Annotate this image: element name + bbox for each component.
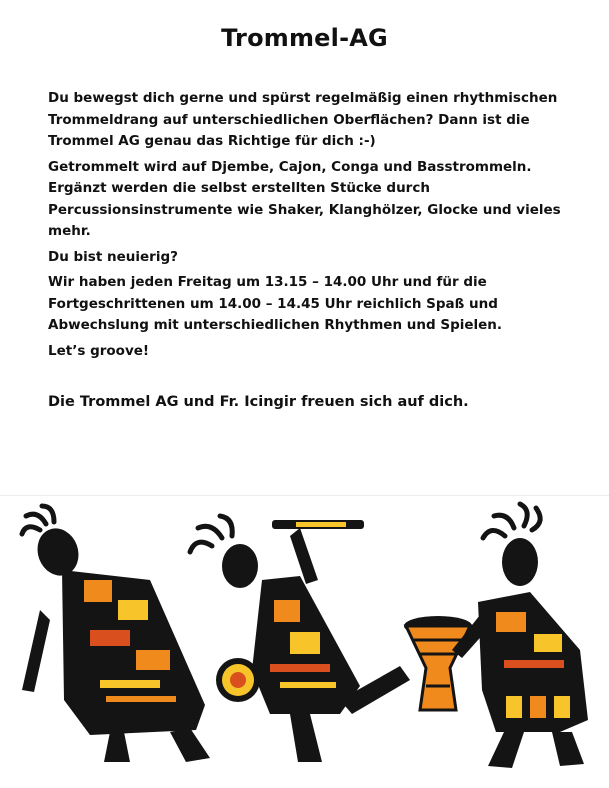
dancer-with-stick-figure [190, 516, 410, 762]
paragraph-groove: Let’s groove! [48, 342, 150, 359]
closing-greeting: Die Trommel AG und Fr. Icingir freuen sich auf dich. [48, 394, 469, 410]
paragraph-question: Du bist neuierig? [48, 248, 178, 265]
page-title: Trommel-AG [221, 24, 388, 52]
djembe-drum-icon [404, 616, 472, 710]
divider [0, 495, 609, 496]
paragraph-instruments: Getrommelt wird auf Djembe, Cajon, Conga und Basstrommeln. Ergänzt werden die selbst erstellten Stücke durch Percussionsinstrumente wie Shaker, Klanghölzer, Glocke und vieles mehr. [48, 158, 561, 239]
paragraph-intro: Du bewegst dich gerne und spürst regelmäßig einen rhythmischen Trommeldrang auf unterschiedlichen Oberflächen? Dann ist die Trommel AG genau das Richtige für dich :-) [48, 90, 558, 149]
body-text [48, 88, 564, 418]
african-drummers-illustration [0, 500, 609, 788]
flute-player-figure [22, 506, 210, 762]
drummer-figure [452, 504, 588, 768]
paragraph-schedule: Wir haben jeden Freitag um 13.15 – 14.00 Uhr und für die Fortgeschrittenen um 14.00 – 14.45 Uhr reichlich Spaß und Abwechslung mit unterschiedlichen Rhythmen und Spielen. [48, 274, 503, 333]
